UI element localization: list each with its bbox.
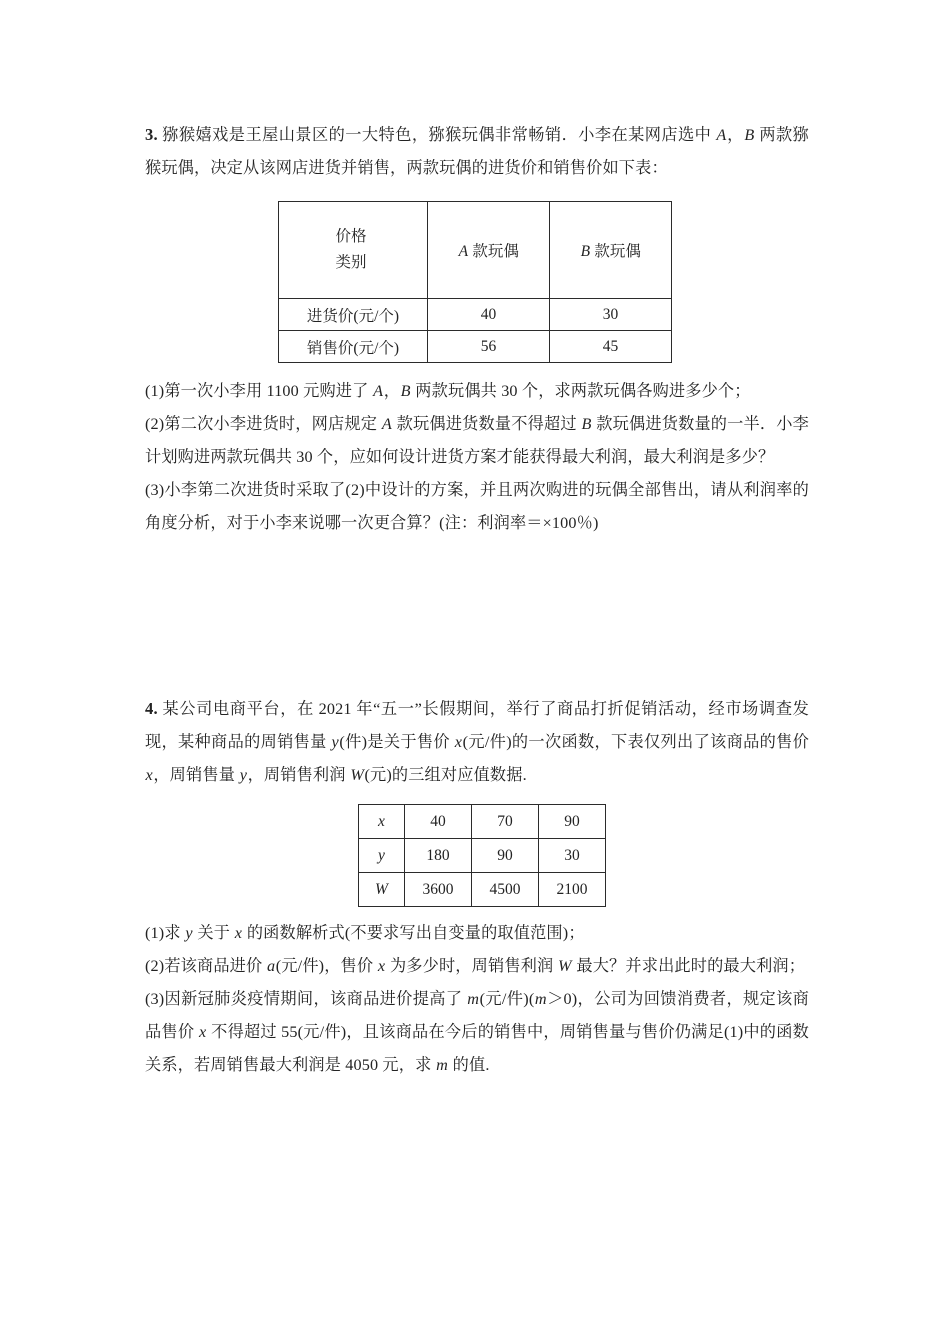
row-key-w	[359, 873, 405, 907]
price-table	[278, 201, 672, 363]
symbol-B: B	[400, 382, 411, 400]
stem-comma: ，	[726, 126, 744, 144]
row-key-x	[359, 805, 405, 839]
table-row	[359, 873, 606, 907]
cell-w-1: 3600	[405, 873, 472, 907]
problem-4-stem-text-f: (元)的三组对应值数据.	[364, 766, 527, 784]
part-2-text-c: 款玩偶进货数量的一半．小李计划购进两款玩偶共 30 个，应如何设计进货方案才能获得最大利润，最大利润是多少？	[145, 415, 809, 466]
problem-4-stem-text-c: (元/件)的一次函数，下表仅列出了该商品的售价	[462, 733, 809, 751]
problem-4-stem-text-b: (件)是关于售价	[339, 733, 455, 751]
problem-4-stem	[145, 692, 809, 792]
header-label-price: 价格	[335, 228, 367, 245]
row-label-purchase-price: 进货价(元/个)	[279, 299, 428, 331]
symbol-a: a	[267, 957, 276, 975]
table-row-header	[279, 202, 672, 299]
problem-3	[145, 118, 809, 540]
toy-b-label: 款玩偶	[590, 243, 641, 260]
problem-4-stem-text-a: 某公司电商平台，在 2021 年“五一”长假期间，举行了商品打折促销活动，经市场调查发现，某种商品的周销售量	[145, 700, 809, 751]
part-2-text-d: 最大？并求出此时的最大利润；	[572, 957, 806, 975]
part-2-text-c: 为多少时，周销售利润	[385, 957, 558, 975]
part-3-text-a: (3)因新冠肺炎疫情期间，该商品进价提高了	[145, 990, 467, 1008]
cell-y-2: 90	[472, 839, 539, 873]
table-row	[279, 331, 672, 363]
cell-x-2: 70	[472, 805, 539, 839]
symbol-y: y	[331, 733, 339, 751]
row-label-selling-price: 销售价(元/个)	[279, 331, 428, 363]
problem-4-stem-text-e: ，周销售利润	[247, 766, 350, 784]
symbol-B: B	[744, 126, 755, 144]
symbol-W: W	[375, 880, 388, 898]
problem-4-number: 4.	[145, 699, 158, 718]
part-1-text-a: (1)求	[145, 924, 185, 942]
problem-3-stem	[145, 118, 809, 185]
cell-purchase-price-b: 30	[550, 299, 672, 331]
symbol-x: x	[199, 1023, 207, 1041]
problem-3-part-2	[145, 408, 809, 474]
problem-3-stem-text-a: 猕猴嬉戏是王屋山景区的一大特色，猕猴玩偶非常畅销．小李在某网店选中	[162, 126, 716, 144]
data-table	[358, 804, 606, 907]
problem-4-part-1	[145, 917, 809, 950]
symbol-B: B	[581, 415, 592, 433]
toy-a-symbol: A	[458, 243, 469, 260]
symbol-x: x	[378, 812, 385, 830]
symbol-x: x	[454, 733, 463, 751]
part-1-text-a: (1)第一次小李用 1100 元购进了	[145, 382, 373, 400]
symbol-x: x	[234, 924, 243, 942]
header-cell-toy-b	[550, 202, 672, 299]
symbol-m: m	[436, 1056, 448, 1074]
symbol-W: W	[350, 766, 364, 784]
toy-a-label: 款玩偶	[468, 243, 519, 260]
symbol-x: x	[145, 766, 153, 784]
part-2-text-a: (2)第二次小李进货时，网店规定	[145, 415, 382, 433]
toy-b-symbol: B	[580, 243, 591, 260]
symbol-y: y	[239, 766, 248, 784]
header-cell-category	[279, 202, 428, 299]
part-2-text-a: (2)若该商品进价	[145, 957, 267, 975]
problem-4-stem-text-d: ，周销售量	[153, 766, 240, 784]
symbol-m: m	[534, 990, 547, 1008]
problem-3-number: 3.	[145, 125, 158, 144]
header-cell-toy-a	[428, 202, 550, 299]
table-row	[359, 805, 606, 839]
cell-w-3: 2100	[539, 873, 606, 907]
cell-selling-price-b: 45	[550, 331, 672, 363]
problem-4-part-2	[145, 950, 809, 983]
table-row	[359, 839, 606, 873]
cell-y-1: 180	[405, 839, 472, 873]
cell-selling-price-a: 56	[428, 331, 550, 363]
part-1-text-b: 关于	[193, 924, 235, 942]
page-content	[145, 118, 809, 1082]
symbol-W: W	[558, 957, 572, 975]
symbol-y: y	[185, 924, 193, 942]
symbol-y: y	[378, 846, 385, 864]
table-row	[279, 299, 672, 331]
problem-3-stem-text-b: 两款猕猴玩偶，决定从该网店进货并销售，两款玩偶的进货价和销售价如下表：	[145, 126, 809, 177]
problem-4-part-3	[145, 983, 809, 1082]
problem-3-part-1	[145, 375, 809, 408]
part-3-text-e: 的值.	[448, 1056, 490, 1074]
cell-y-3: 30	[539, 839, 606, 873]
problem-4	[145, 692, 809, 1082]
cell-purchase-price-a: 40	[428, 299, 550, 331]
cell-x-3: 90	[539, 805, 606, 839]
part-3-text-c: ＞0)，公司为回馈消费者，规定该商品售价	[145, 990, 809, 1041]
part-2-text-b: (元/件)，售价	[275, 957, 378, 975]
part-1-text-b: 两款玩偶共 30 个，求两款玩偶各购进多少个；	[411, 382, 751, 400]
part-1-text-c: 的函数解析式(不要求写出自变量的取值范围)；	[242, 924, 585, 942]
symbol-x: x	[377, 957, 386, 975]
problem-3-part-3: (3)小李第二次进货时采取了(2)中设计的方案，并且两次购进的玩偶全部售出，请从利润率的角度分析，对于小李来说哪一次更合算？(注：利润率＝×100％)	[145, 481, 809, 532]
cell-w-2: 4500	[472, 873, 539, 907]
part-3-text-b: (元/件)(	[479, 990, 535, 1008]
symbol-A: A	[373, 382, 384, 400]
blank-answer-space	[145, 540, 809, 692]
row-key-y	[359, 839, 405, 873]
symbol-A: A	[716, 126, 727, 144]
header-label-kind: 类别	[335, 254, 367, 271]
data-table-wrapper	[145, 804, 809, 907]
part-2-text-b: 款玩偶进货数量不得超过	[392, 415, 581, 433]
cell-x-1: 40	[405, 805, 472, 839]
price-table-wrapper	[145, 201, 809, 363]
part-1-comma: ，	[383, 382, 401, 400]
part-3-text-d: 不得超过 55(元/件)，且该商品在今后的销售中，周销售量与售价仍满足(1)中的函数关系，若周销售最大利润是 4050 元，求	[145, 1023, 809, 1074]
symbol-m: m	[467, 990, 480, 1008]
symbol-A: A	[381, 415, 392, 433]
